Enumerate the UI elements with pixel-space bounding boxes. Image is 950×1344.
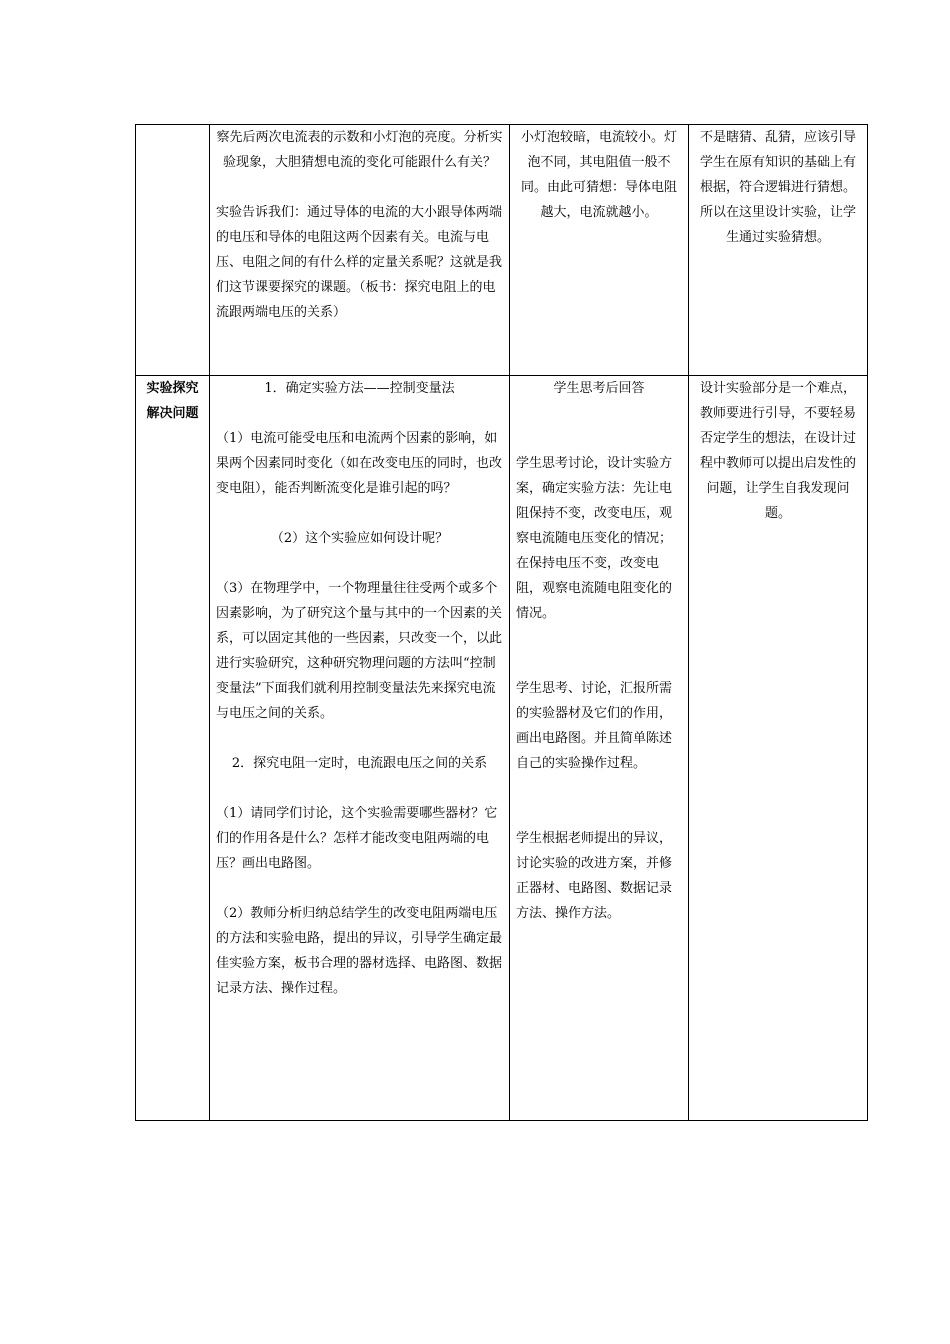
student-text: 学生根据老师提出的异议，讨论实验的改进方案，并修正器材、电路图、数据记录方法、操作方法。 [516, 831, 673, 921]
spacer [216, 401, 503, 426]
teacher-text: （1）请同学们讨论，这个实验需要哪些器材？它们的作用各是什么？怎样才能改变电阻两端的电压？画出电路图。 [216, 806, 498, 871]
spacer [516, 626, 682, 676]
spacer [516, 776, 682, 826]
stage-cell [136, 376, 210, 1121]
design-intent-cell [689, 376, 868, 1121]
teacher-activity-cell [210, 376, 510, 1121]
table-row [136, 125, 868, 376]
spacer [516, 401, 682, 451]
spacer [216, 551, 503, 576]
spacer [216, 876, 503, 901]
teacher-activity-cell [210, 125, 510, 376]
lesson-plan-table [135, 124, 868, 1121]
intent-text: 不是瞎猜、乱猜，应该引导学生在原有知识的基础上有根据，符合逻辑进行猜想。所以在这里设计实验，让学生通过实验猜想。 [699, 130, 856, 245]
teacher-text: 1．确定实验方法——控制变量法 [264, 381, 455, 396]
spacer [216, 726, 503, 751]
teacher-text: （2）这个实验应如何设计呢？ [270, 531, 449, 546]
student-text: 学生思考讨论，设计实验方案，确定实验方法：先让电阻保持不变，改变电压，观察电流随电压变化的情况；在保持电压不变，改变电阻，观察电流随电阻变化的情况。 [516, 456, 673, 621]
intent-text: 设计实验部分是一个难点，教师要进行引导，不要轻易否定学生的想法，在设计过程中教师可以提出启发性的问题，让学生自我发现问题。 [699, 381, 856, 521]
student-activity-cell [510, 376, 689, 1121]
teacher-text: （1）电流可能受电压和电流两个因素的影响，如果两个因素同时变化（如在改变电压的同时，也改变电阻），能否判断流变化是谁引起的吗？ [216, 431, 503, 496]
spacer [216, 776, 503, 801]
teacher-text: 察先后两次电流表的示数和小灯泡的亮度。分析实验现象，大胆猜想电流的变化可能跟什么有关？ [216, 130, 503, 170]
student-text: 小灯泡较暗，电流较小。灯泡不同，其电阻值一般不同。由此可猜想：导体电阻越大，电流就越小。 [520, 130, 677, 220]
teacher-text: （3）在物理学中，一个物理量往往受两个或多个因素影响，为了研究这个量与其中的一个因素的关系，可以固定其他的一些因素，只改变一个，以此进行实验研究，这种研究物理问题的方法叫“控制变量法”下面我们就利用控制变量法先来探究电流与电压之间的关系。 [216, 581, 503, 721]
design-intent-cell [689, 125, 868, 376]
student-activity-cell [510, 125, 689, 376]
spacer [216, 175, 503, 200]
stage-cell [136, 125, 210, 376]
teacher-text: 2．探究电阻一定时，电流跟电压之间的关系 [231, 756, 488, 771]
table-row [136, 376, 868, 1121]
teacher-text: 实验告诉我们：通过导体的电流的大小跟导体两端的电压和导体的电阻这两个因素有关。电流与电压、电阻之间的有什么样的定量关系呢？这就是我们这节课要探究的课题。（板书：探究电阻上的电流跟两端电压的关系） [216, 205, 503, 320]
student-text: 学生思考、讨论，汇报所需的实验器材及它们的作用，画出电路图。并且简单陈述自己的实验操作过程。 [516, 681, 673, 771]
student-text: 学生思考后回答 [553, 381, 645, 396]
stage-label: 实验探究解决问题 [146, 381, 199, 421]
spacer [216, 501, 503, 526]
teacher-text: （2）教师分析归纳总结学生的改变电阻两端电压的方法和实验电路，提出的异议，引导学生确定最佳实验方案，板书合理的器材选择、电路图、数据记录方法、操作过程。 [216, 906, 503, 996]
